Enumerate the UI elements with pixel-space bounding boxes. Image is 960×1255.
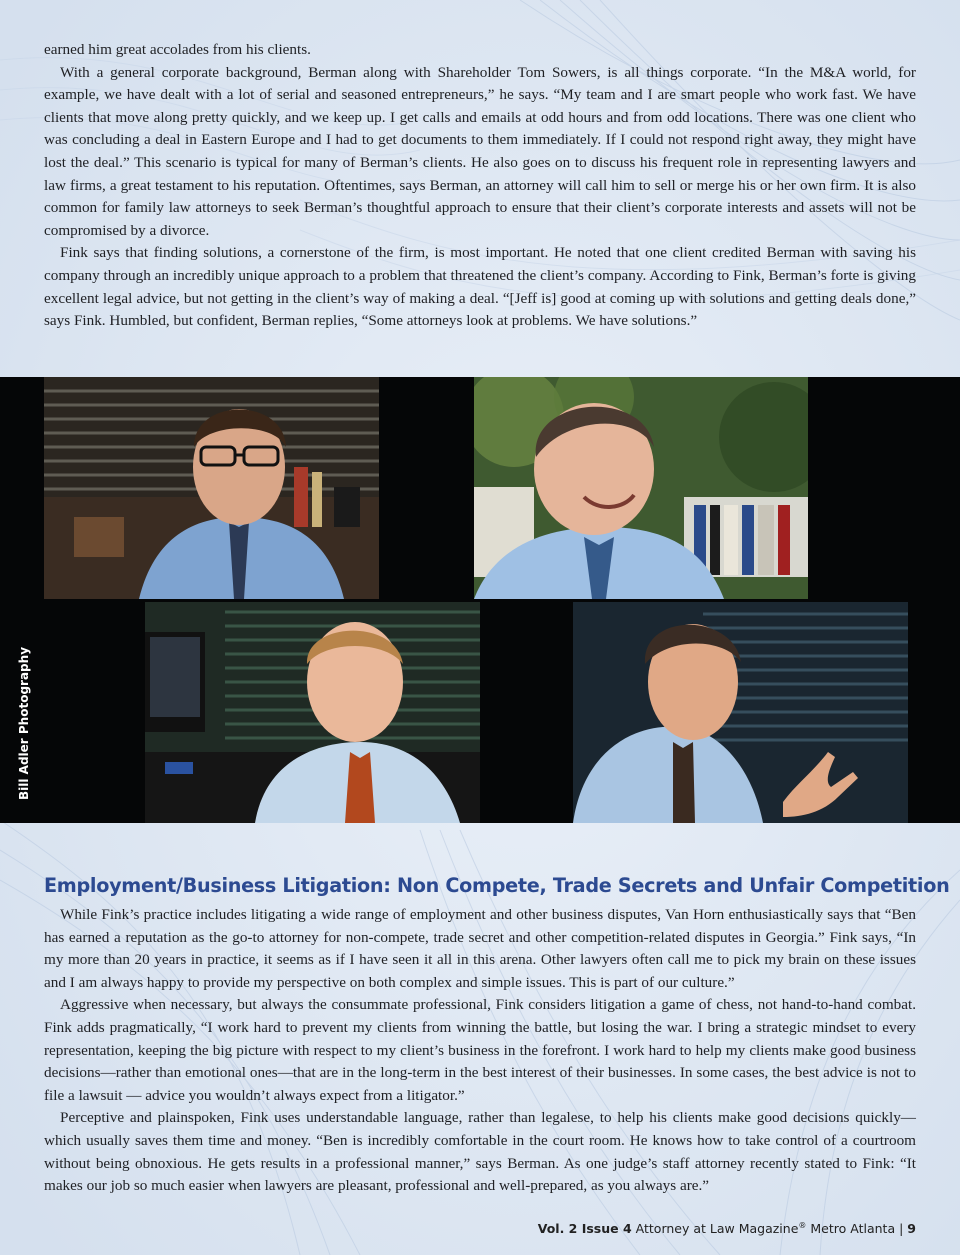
paragraph: Perceptive and plainspoken, Fink uses understandable language, rather than legalese, to help his clients make good decisions quickly—which usually saves them time and money. “Ben is incredibly comfortable in the court room. He knows how to take control of a courtroom without being obnoxious. He gets results in a professional manner,” says Berman. As one judge’s staff attorney recently stated to Fink: “It makes our job so much easier when lawyers are pleasant, professional and well-prepared, as you always are.” xyxy=(44,1109,916,1195)
paragraph: Aggressive when necessary, but always the consummate professional, Fink considers litigation a game of chess, not hand-to-hand combat. Fink adds pragmatically, “I work hard to prevent my clients from winning the battle, but losing the war. I bring a strategic mindset to every representation, keeping the big picture with respect to my client’s business in the forefront. I work hard to help my clients make good business decisions—rather than emotional ones—that are in the long-term in the best interest of their businesses. In some cases, the best advice is not to file a lawsuit — advice you wouldn’t always expect from a litigator.” xyxy=(44,996,916,1104)
paragraph: While Fink’s practice includes litigating a wide range of employment and other business disputes, Van Horn enthusiastically says that “Ben has earned a reputation as the go-to attorney for non-compete, trade secret and other competition-related disputes in Georgia.” Fink says, “In my more than 20 years in practice, it seems as if I have seen it all in this arena. Other lawyers often call me to pick my brain on these issues and I am always happy to provide my perspective on both complex and simple issues. This is part of our culture.” xyxy=(44,906,916,991)
portrait-photo-gesturing xyxy=(573,602,908,823)
footer-volume-issue: Vol. 2 Issue 4 xyxy=(537,1221,632,1237)
paragraph: With a general corporate background, Berman along with Shareholder Tom Sowers, is all things corporate. “In the M&A world, for example, we have dealt with a lot of serial and seasoned entrepreneurs,” he says. “My team and I are smart people who work fast. We have clients that move along pretty quickly, and we keep up. I get calls and emails at odd hours and from odd locations. There was one client who was concluding a deal in Eastern Europe and I had to get documents to them immediately. If I could not respond right away, they might have lost the deal.” This scenario is typical for many of Berman’s clients. He also goes on to discuss his frequent role in representing lawyers and law firms, a great testament to his reputation. Oftentimes, says Berman, an attorney will call him to sell or merge his or her own firm. It is also common for family law attorneys to seek Berman’s thoughtful approach to ensure that their client’s corporate interests and assets will not be compromised by a divorce. xyxy=(44,63,916,239)
section-heading: Employment/Business Litigation: Non Compete, Trade Secrets and Unfair Competition xyxy=(44,874,950,897)
portrait-photo-smiling xyxy=(474,377,808,599)
page-footer xyxy=(538,1221,916,1236)
portrait-photo-glasses xyxy=(44,377,379,599)
article-intro-text xyxy=(44,39,916,333)
footer-edition: Metro Atlanta xyxy=(810,1221,896,1237)
footer-separator: | xyxy=(899,1221,904,1237)
article-section-text xyxy=(44,904,916,1198)
photo-credit: Bill Adler Photography xyxy=(17,646,31,800)
footer-magazine-name: Attorney at Law Magazine xyxy=(635,1221,799,1237)
paragraph: earned him great accolades from his clients. xyxy=(44,41,311,58)
portrait-photo-red-tie xyxy=(145,602,480,823)
photo-collage xyxy=(0,377,960,823)
paragraph: Fink says that finding solutions, a cornerstone of the firm, is most important. He noted that one client credited Berman with saving his company through an incredibly unique approach to a problem that threatened the client’s company. According to Fink, Berman’s forte is giving excellent legal advice, but not getting in the client’s way of making a deal. “[Jeff is] good at coming up with solutions and getting deals done,” says Fink. Humbled, but confident, Berman replies, “Some attorneys look at problems. We have solutions.” xyxy=(44,244,916,330)
registered-mark: ® xyxy=(798,1221,807,1230)
page-number: 9 xyxy=(907,1221,916,1237)
